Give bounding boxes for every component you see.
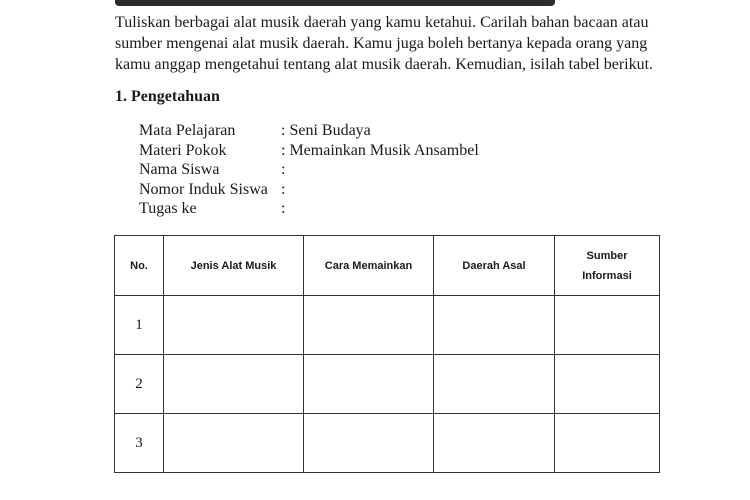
- info-label: Tugas ke: [139, 200, 197, 217]
- cell-playing-method[interactable]: [304, 355, 434, 414]
- cell-playing-method[interactable]: [304, 414, 434, 473]
- info-value: :: [281, 161, 286, 178]
- cell-instrument-type[interactable]: [164, 355, 304, 414]
- header-information-source: [555, 236, 660, 296]
- music-instruments-table: [114, 235, 660, 473]
- section-heading: 1. Pengetahuan: [115, 88, 220, 105]
- cell-information-source[interactable]: [555, 414, 660, 473]
- header-source-line2: Informasi: [582, 269, 632, 282]
- info-label: Nama Siswa: [139, 161, 220, 178]
- table-row: [115, 355, 660, 414]
- header-no: No.: [115, 236, 164, 296]
- instruction-paragraph: Tuliskan berbagai alat musik daerah yang kamu ketahui. Carilah bahan bacaan atau sumber mengenai alat musik daerah. Kamu juga boleh bertanya kepada orang yang kamu anggap mengetahui tentang alat musik daerah. Kemudian, isilah tabel berikut.: [115, 14, 654, 73]
- cell-playing-method[interactable]: [304, 296, 434, 355]
- header-playing-method: Cara Memainkan: [304, 236, 434, 296]
- row-number: 1: [115, 296, 164, 355]
- cell-instrument-type[interactable]: [164, 414, 304, 473]
- info-label: Mata Pelajaran: [139, 122, 236, 139]
- header-source-line1: Sumber: [586, 249, 628, 262]
- top-decorative-bar: [115, 0, 555, 6]
- cell-region-origin[interactable]: [434, 296, 555, 355]
- header-instrument-type: Jenis Alat Musik: [164, 236, 304, 296]
- cell-instrument-type[interactable]: [164, 296, 304, 355]
- info-value: : Memainkan Musik Ansambel: [281, 141, 479, 159]
- info-value: : Seni Budaya: [281, 122, 371, 139]
- header-region-origin: Daerah Asal: [434, 236, 555, 296]
- info-label: Nomor Induk Siswa: [139, 180, 268, 198]
- cell-information-source[interactable]: [555, 355, 660, 414]
- info-value: :: [281, 180, 286, 198]
- row-number: 3: [115, 414, 164, 473]
- cell-information-source[interactable]: [555, 296, 660, 355]
- cell-region-origin[interactable]: [434, 355, 555, 414]
- table-row: [115, 414, 660, 473]
- cell-region-origin[interactable]: [434, 414, 555, 473]
- table-header-row: [115, 236, 660, 296]
- info-label: Materi Pokok: [139, 141, 227, 159]
- table-row: [115, 296, 660, 355]
- info-value: :: [281, 200, 286, 217]
- row-number: 2: [115, 355, 164, 414]
